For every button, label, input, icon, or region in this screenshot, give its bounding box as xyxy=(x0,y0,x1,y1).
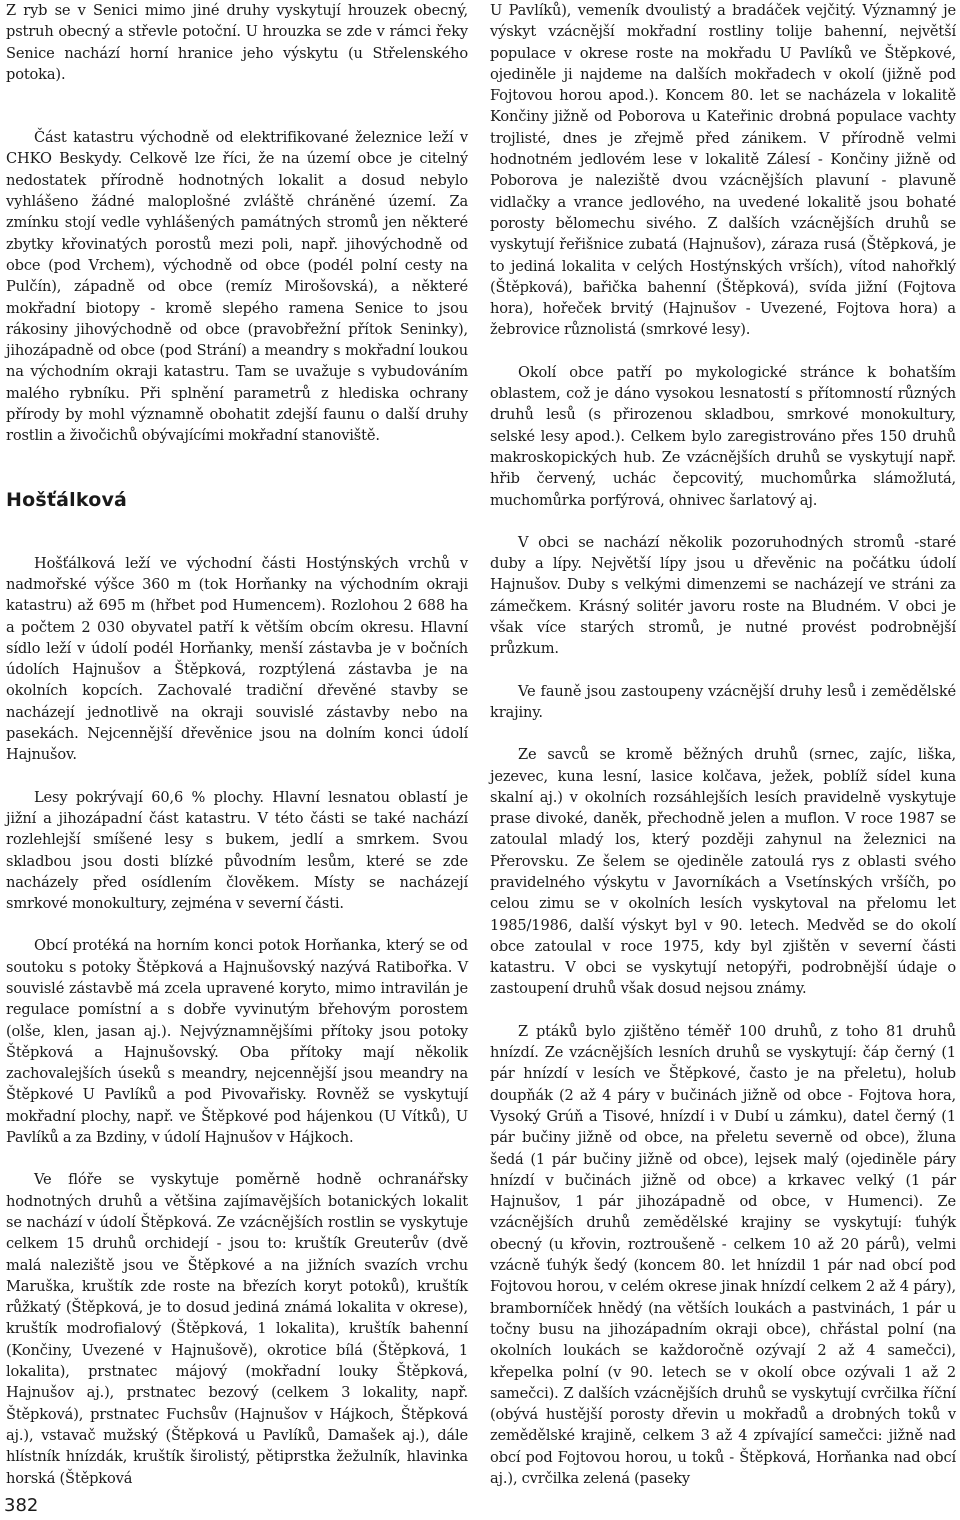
paragraph-fish: Z ryb se v Senici mimo jiné druhy vyskytují hrouzek obecný, pstruh obecný a střevle potoční. U hrouzka se zde v rámci řeky Senice nachází horní hranice jeho výskytu (u Střelenského potoka). xyxy=(6,2,468,83)
paragraph-trees: V obci se nachází několik pozoruhodných stromů -staré duby a lípy. Největší lípy jsou u dřevěnic na počátku údolí Hajnušov. Duby s velkými dimenzemi se nacházejí ve stráni za zámečkem. Krásný solitér javoru roste na Bludném. V obci je však více starých stromů, je nutné provést podrobnější průzkum. xyxy=(490,533,956,658)
section-heading: Hošťálková xyxy=(6,488,128,511)
paragraph-birds: Z ptáků bylo zjištěno téměř 100 druhů, z toho 81 druhů hnízdí. Ze vzácnějších lesních druhů se vyskytují: čáp černý (1 pár hnízdí v lesích ve Štěpkové, často je na přeletu), holub doupňák (2 až 4 páry v bučinách jižně od obce - Fojtova hora, Vysoký Grúň a Tisové, hnízdí i v Dubí u zámku), datel černý (1 pár bučiny jižně od obce, na přeletu severně od obce), žluna šedá (1 pár bučiny jižně od obce), lejsek malý (ojediněle páry hnízdí v bučinách jižně od obce) a krkavec velký (1 pár Hajnušov, 1 pár jihozápadně od obce, v Humenci). Ze vzácnějších druhů zemědělské krajiny se vyskytují: ťuhýk obecný (u křovin, roztroušeně - celkem 10 až 20 párů), velmi vzácně ťuhýk šedý (koncem 80. let hnízdil 1 pár nad obcí pod Fojtovou horou, v celém okrese jinak hnízdí celkem 2 až 4 páry), bramborníček hnědý (na větších loukách a pastvinách, 1 pár u točny busu na jihozápadním okraji obce), chřástal polní (na okolních loukách se každoročně ozývají 2 až 4 samečci), křepelka polní (v 90. letech se v okolí obce ozývali 1 až 2 samečci). Z dalších vzácnějších druhů se vyskytují cvrčilka říční (obývá hustější porosty dřevin u mokřadů a drobných toků v zemědělské krajině, celkem 3 až 4 zpívající samečci: jižně nad obcí pod Fojtovou horou, u toků - Štěpková, Horňanka nad obcí aj.), cvrčilka zelená (paseky xyxy=(490,1022,956,1487)
left-column xyxy=(6,0,468,1489)
paragraph-mycology: Okolí obce patří po mykologické stránce k bohatším oblastem, což je dáno vysokou lesnatostí s přítomností různých druhů lesů (s přirozenou skladbou, smrkové monokultury, selské lesy apod.). Celkem bylo zaregistrováno přes 150 druhů makroskopických hub. Ze vzácnějších druhů se vyskytují např. hřib červený, uchác čepcovitý, muchomůrka slámožlutá, muchomůrka porfýrová, ohnivec šarlatový aj. xyxy=(490,363,956,509)
paragraph-location: Hošťálková leží ve východní části Hostýnských vrchů v nadmořské výšce 360 m (tok Horňanky na východním okraji katastru) až 695 m (hřbet pod Humencem). Rozlohou 2 688 ha a počtem 2 030 obyvatel patří k větším obcím okresu. Hlavní sídlo leží v údolí podél Horňanky, menší zástavba je v bočních údolích Hajnušov a Štěpková, rozptýlená zástavba je na okolních kopcích. Zachovalé tradiční dřevěné stavby se nacházejí jednotlivě na okraji souvislé zástavby nebo na pasekách. Nejcennější dřevěnice jsou na dolním konci údolí Hajnušov. xyxy=(6,554,468,764)
paragraph-forests: Lesy pokrývají 60,6 % plochy. Hlavní lesnatou oblastí je jižní a jihozápadní část katastru. V této části se také nachází rozlehlejší smíšené lesy s bukem, jedlí a smrkem. Svou skladbou jsou dosti blízké původním lesům, které se zde nacházely před osídlením člověkem. Místy se nacházejí smrkové monokultury, zejména v severní části. xyxy=(6,788,468,913)
paragraph-fauna: Ve fauně jsou zastoupeny vzácnější druhy lesů i zemědělské krajiny. xyxy=(490,682,956,721)
paragraph-flora-continued: U Pavlíků), vemeník dvoulistý a bradáček vejčitý. Významný je výskyt vzácnější mokřadní rostliny tolije bahenní, největší populace v okrese roste na mokřadu U Pavlíků ve Štěpkové, ojediněle ji najdeme na dalších mokřadech v okolí (jižně pod Fojtovou horou apod.). Koncem 80. let se nacházela v lokalitě Končiny jižně od Poborova u Kateřinic drobná populace vachty trojlisté, dnes je zřejmě před zánikem. V přírodně velmi hodnotném jedlovém lese v lokalitě Zálesí - Končiny jižně od Poborova je naleziště dvou vzácnějších plavuní - plavuně vidlačky a vrance jedlového, na uvedené lokalitě jsou bohaté porosty bělomechu sivého. Z dalších vzácnějších druhů se vyskytují řeřišnice zubatá (Hajnušov), záraza rusá (Štěpková, je to jediná lokalita v celých Hostýnských vrších), vítod nahořklý (Štěpková), bařička bahenní (Štěpková), svída jižní (Fojtova hora), hořeček brvitý (Hajnušov - Uvezené, Fojtova hora) a žebrovice různolistá (smrkové lesy). xyxy=(490,2,956,339)
page-number: 382 xyxy=(4,1495,39,1516)
paragraph-mammals: Ze savců se kromě běžných druhů (srnec, zajíc, liška, jezevec, kuna lesní, lasice kolčava, ježek, poblíž sídel kuna skalní aj.) v okolních rozsáhlejších lesích pravidelně vyskytuje prase divoké, daněk, přechodně jelen a muflon. V roce 1987 se zatoulal mladý los, který později zahynul na železnici na Přerovsku. Ze šelem se ojediněle zatoulá rys z oblasti svého pravidelného výskytu v Javorníkách a Vsetínských vršíčh, po celou zimu se v okolních lesích vyskytoval na přelomu let 1985/1986, další výskyt byl v 90. letech. Medvěd se do okolí obce zatoulal v roce 1975, kdy byl zjištěn v severní části katastru. V obci se vyskytují netopýři, podrobnější údaje o zastoupení druhů však dosud nejsou známy. xyxy=(490,746,956,998)
paragraph-streams: Obcí protéká na horním konci potok Horňanka, který se od soutoku s potoky Štěpková a Hajnušovský nazývá Ratibořka. V souvislé zástavbě má zcela upravené koryto, mimo intravilán je regulace pomístní a s dobře vyvinutým břehovým porostem (olše, klen, jasan aj.). Nejvýznamnějšími přítoky jsou potoky Štěpková a Hajnušovský. Oba přítoky mají několik zachovalejších úseků s meandry, nejcennější jsou meandry na Štěpkové U Pavlíků a pod Pivovařisky. Rovněž se vyskytují mokřadní plochy, např. ve Štěpkové pod hájenkou (U Vítků), U Pavlíků a za Bzdiny, v údolí Hajnušov v Hájkoch. xyxy=(6,937,468,1147)
paragraph-protected-areas: Část katastru východně od elektrifikované železnice leží v CHKO Beskydy. Celkově lze říci, že na území obce je citelný nedostatek přírodně hodnotných lokalit a dosud nebylo vyhlášeno žádné maloplošné zvláště chráněné území. Za zmínku stojí vedle vyhlášených památných stromů jen některé zbytky křovinatých porostů mezi poli, např. jihovýchodně od obce (pod Vrchem), východně od obce (podél polní cesty na Pulčín), západně od obce (remíz Mirošovská), a některé mokřadní biotopy - kromě slepého ramena Senice to jsou rákosiny jihovýchodně od obce (pravobřežní přítok Seninky), jihozápadně od obce (pod Strání) a meandry s mokřadní loukou na východním okraji katastru. Tam se uvažuje s vybudováním malého rybníku. Při splnění parametrů z hlediska ochrany přírody by mohl významně obohatit zdejší faunu o další druhy rostlin a živočichů obývajícími mokřadní stanoviště. xyxy=(6,129,468,445)
right-column xyxy=(490,0,956,1489)
paragraph-flora: Ve flóře se vyskytuje poměrně hodně ochranářsky hodnotných druhů a většina zajímavějších botanických lokalit se nachází v údolí Štěpková. Ze vzácnějších rostlin se vyskytuje celkem 15 druhů orchidejí - jsou to: kruštík Greuterův (dvě malá naleziště jsou ve Štěpkové a na jižních svazích vrchu Maruška, kruštík zde roste na březích koryt potoků), kruštík růžkatý (Štěpková, je to dosud jediná známá lokalita v okrese), kruštík modrofialový (Štěpková, 1 lokalita), kruštík bahenní (Končiny, Uvezené v Hajnušově), okrotice bílá (Štěpková, 1 lokalita), prstnatec májový (mokřadní louky Štěpková, Hajnušov aj.), prstnatec bezový (celkem 3 lokality, např. Štěpková), prstnatec Fuchsův (Hajnušov v Hájkoch, Štěpková aj.), vstavač mužský (Štěpková u Pavlíků, Damašek aj.), dále hlístník hnízdák, kruštík širolistý, pětiprstka žežulník, hlavinka horská (Štěpková xyxy=(6,1171,468,1487)
